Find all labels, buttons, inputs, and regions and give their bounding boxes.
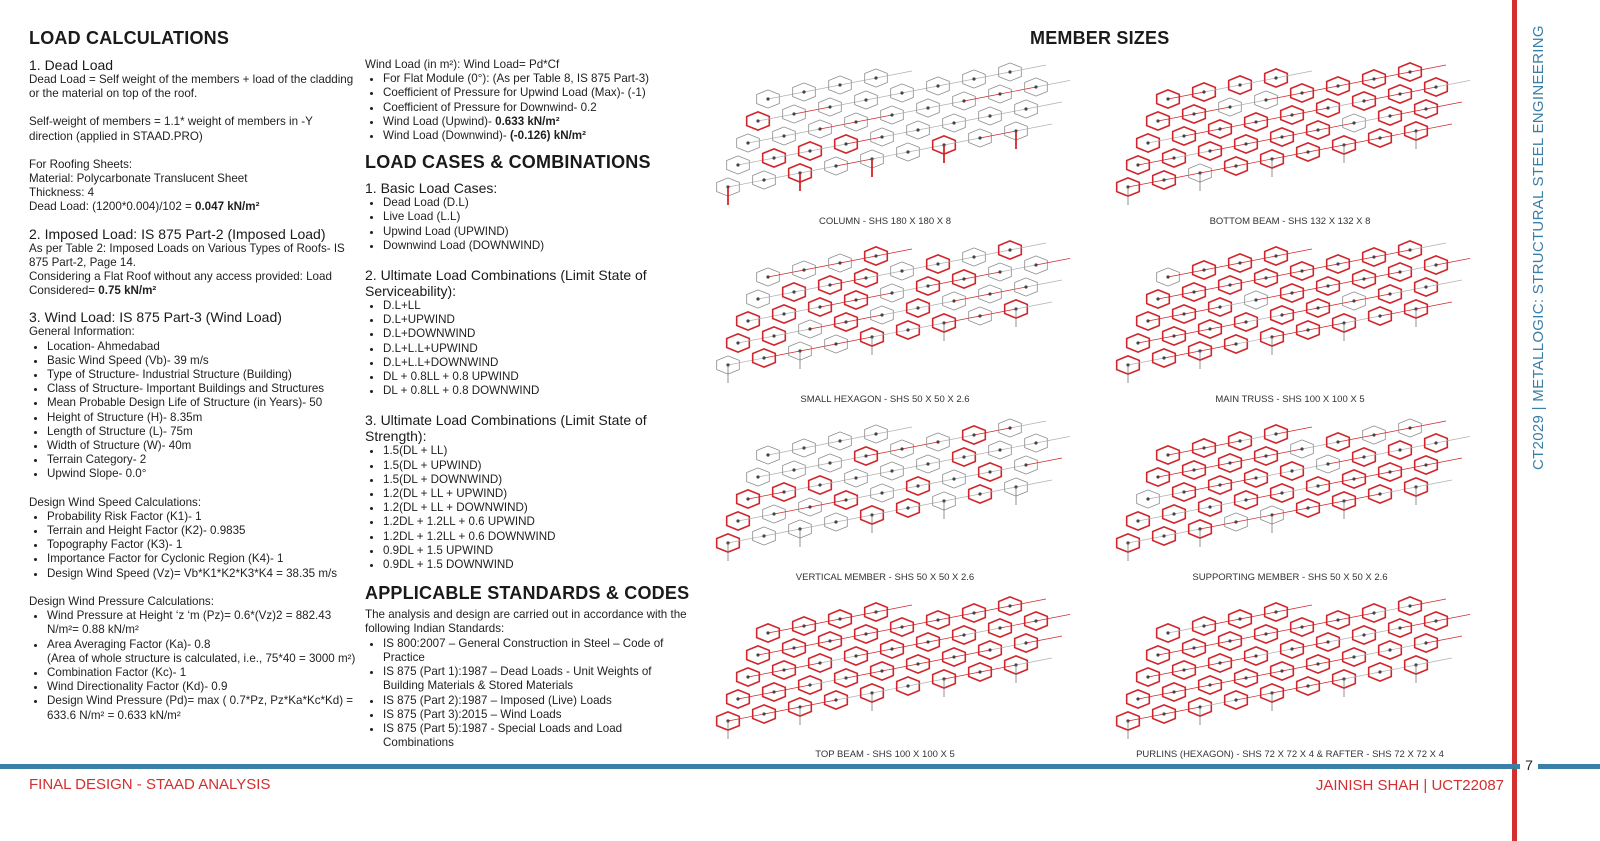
area-averaging-text: Area Averaging Factor (Ka)- 0.8	[47, 637, 211, 651]
list-item: • Terrain and Height Factor (K2)- 0.9835	[47, 524, 359, 538]
list-item: • Length of Structure (L)- 75m	[47, 425, 359, 439]
footer-blue-line	[0, 764, 1600, 769]
member-caption: COLUMN - SHS 180 X 180 X 8	[819, 216, 951, 227]
dead-load-calc	[29, 200, 359, 214]
member-caption: TOP BEAM - SHS 100 X 100 X 5	[815, 749, 955, 760]
dead-load-desc: Dead Load = Self weight of the members + load of the cladding or the material on top of the roof.	[29, 73, 354, 101]
member-diagram	[700, 596, 1070, 746]
strength-list	[365, 444, 695, 572]
list-item: • IS 875 (Part 2):1987 – Imposed (Live) Loads	[383, 694, 695, 708]
member-caption: SUPPORTING MEMBER - SHS 50 X 50 X 2.6	[1192, 572, 1388, 583]
list-item: • Basic Wind Speed (Vb)- 39 m/s	[47, 354, 359, 368]
wind-item-text: Wind Load (Downwind)-	[383, 129, 510, 143]
member-caption: MAIN TRUSS - SHS 100 X 100 X 5	[1215, 394, 1365, 405]
footer-left: FINAL DESIGN - STAAD ANALYSIS	[29, 776, 271, 793]
roofing-thickness: Thickness: 4	[29, 186, 95, 200]
member-diagram	[700, 62, 1070, 212]
member-diagram	[1100, 62, 1470, 212]
list-item: • D.L+L.L+UPWIND	[383, 342, 695, 356]
wind-item-text: For Flat Module (0°): (As per Table 8, IS 875 Part-3)	[383, 72, 650, 86]
dead-load-calc-text: Dead Load: (1200*0.004)/102 =	[29, 200, 195, 214]
list-item: • D.L+LL	[383, 299, 695, 313]
imposed-load-desc2-text: Considering a Flat Roof without any access provided: Load Considered=	[29, 270, 332, 298]
list-item	[383, 86, 695, 100]
list-item: • Design Wind Pressure (Pd)= max ( 0.7*Pz, Pz*Ka*Kc*Kd) = 633.6 N/m² = 0.633 kN/m²	[47, 694, 359, 722]
wind-item-text: Coefficient of Pressure for Upwind Load (Max)- (-1)	[383, 86, 646, 100]
list-item: • Location- Ahmedabad	[47, 340, 359, 354]
general-info-list	[29, 340, 359, 482]
list-item: • Terrain Category- 2	[47, 453, 359, 467]
list-item: • Upwind Slope- 0.0°	[47, 467, 359, 481]
serviceability-list	[365, 299, 695, 398]
list-item: • Live Load (L.L)	[383, 210, 695, 224]
list-item: • Combination Factor (Kc)- 1	[47, 666, 359, 680]
standards-intro: The analysis and design are carried out in accordance with the following Indian Standards:	[365, 608, 687, 636]
member-diagram	[1100, 418, 1470, 568]
list-item	[383, 101, 695, 115]
list-item: • Class of Structure- Important Buildings and Structures	[47, 382, 359, 396]
dead-load-heading: 1. Dead Load	[29, 57, 114, 73]
serviceability-heading: 2. Ultimate Load Combinations (Limit State of Serviceability):	[365, 267, 647, 300]
side-title: CT2029 | METALLOGIC: STRUCTURAL STEEL ENGINEERING	[1530, 25, 1547, 470]
dead-load-value: 0.047 kN/m²	[195, 200, 260, 214]
footer-right: JAINISH SHAH | UCT22087	[1315, 777, 1504, 794]
member-diagram	[700, 418, 1070, 568]
list-item: • IS 875 (Part 5):1987 - Special Loads and Load Combinations	[383, 722, 695, 750]
design-speed-list	[29, 510, 359, 581]
side-red-bar	[1512, 0, 1517, 841]
list-item	[47, 638, 359, 652]
list-item: • Mean Probable Design Life of Structure (in Years)- 50	[47, 396, 359, 410]
area-note: (Area of whole structure is calculated, i.e., 75*40 = 3000 m²)	[47, 651, 356, 665]
member-caption: BOTTOM BEAM - SHS 132 X 132 X 8	[1209, 216, 1371, 227]
imposed-load-value: 0.75 kN/m²	[98, 284, 157, 298]
wind-load-formula-heading: Wind Load (in m²): Wind Load= Pd*Cf	[365, 58, 560, 71]
list-item: • Topography Factor (K3)- 1	[47, 538, 359, 552]
load-cases-column	[365, 58, 695, 750]
list-item	[383, 115, 695, 129]
list-item: • D.L+DOWNWIND	[383, 327, 695, 341]
self-weight-rest: = 1.1* weight of members in -Y direction (applied in STAAD.PRO)	[29, 115, 313, 143]
list-item: • 0.9DL + 1.5 UPWIND	[383, 544, 695, 558]
list-item: • Probability Risk Factor (K1)- 1	[47, 510, 359, 524]
list-item: • Wind Directionality Factor (Kd)- 0.9	[47, 680, 359, 694]
member-diagram	[1100, 240, 1470, 390]
wind-item-text: Coefficient of Pressure for Downwind- 0.2	[383, 100, 597, 114]
list-item: • DL + 0.8LL + 0.8 DOWNWIND	[383, 384, 695, 398]
basic-load-cases-heading: 1. Basic Load Cases:	[365, 180, 498, 197]
list-item: • Downwind Load (DOWNWIND)	[383, 239, 695, 253]
list-item: • 0.9DL + 1.5 DOWNWIND	[383, 558, 695, 572]
standards-list	[365, 637, 695, 751]
member-sizes-title: MEMBER SIZES	[1030, 28, 1170, 48]
imposed-load-heading: 2. Imposed Load: IS 875 Part-2 (Imposed Load)	[29, 225, 326, 242]
list-item: • D.L+UPWIND	[383, 313, 695, 327]
list-item: • 1.2DL + 1.2LL + 0.6 UPWIND	[383, 515, 695, 529]
wind-item-value: 0.633 kN/m²	[495, 114, 560, 128]
member-diagram	[700, 240, 1070, 390]
imposed-load-desc1: As per Table 2: Imposed Loads on Various Types of Roofs- IS 875 Part-2, Page 14.	[29, 241, 345, 269]
list-item: • Type of Structure- Industrial Structure (Building)	[47, 368, 359, 382]
list-item: • D.L+L.L+DOWNWIND	[383, 356, 695, 370]
basic-load-cases-list	[365, 196, 695, 253]
roofing-heading: For Roofing Sheets:	[29, 157, 133, 171]
page-number: 7	[1520, 757, 1538, 773]
list-item: • DL + 0.8LL + 0.8 UPWIND	[383, 370, 695, 384]
self-weight-label: Self-weight of members	[29, 115, 151, 129]
list-item: • Upwind Load (UPWIND)	[383, 225, 695, 239]
self-weight-text	[29, 115, 359, 143]
list-item: • 1.5(DL + UPWIND)	[383, 459, 695, 473]
member-caption: SMALL HEXAGON - SHS 50 X 50 X 2.6	[800, 394, 970, 405]
list-item: • Design Wind Speed (Vz)= Vb*K1*K2*K3*K4 = 38.35 m/s	[47, 567, 359, 581]
imposed-load-desc2	[29, 270, 359, 298]
list-item: • 1.5(DL + LL)	[383, 444, 695, 458]
list-item: • IS 800:2007 – General Construction in Steel – Code of Practice	[383, 637, 695, 665]
member-caption: PURLINS (HEXAGON) - SHS 72 X 72 X 4 & RAFTER - SHS 72 X 72 X 4	[1136, 749, 1444, 760]
list-item: • Wind Pressure at Height ‘z ‘m (Pz)= 0.6*(Vz)2 = 882.43 N/m²= 0.88 kN/m²	[47, 609, 359, 637]
standards-title: APPLICABLE STANDARDS & CODES	[365, 583, 690, 604]
wind-items-list	[365, 72, 695, 143]
design-speed-heading: Design Wind Speed Calculations:	[29, 495, 202, 509]
load-cases-title: LOAD CASES & COMBINATIONS	[365, 152, 651, 173]
general-info-heading: General Information:	[29, 325, 135, 339]
load-calculations-column	[29, 28, 359, 723]
design-pressure-list	[29, 609, 359, 652]
design-pressure-list-rest	[29, 666, 359, 723]
list-item: • Dead Load (D.L)	[383, 196, 695, 210]
member-diagram	[1100, 596, 1470, 746]
list-item: • IS 875 (Part 1):1987 – Dead Loads - Unit Weights of Building Materials & Stored Materials	[383, 665, 695, 693]
list-item	[383, 129, 695, 143]
list-item: • IS 875 (Part 3):2015 – Wind Loads	[383, 708, 695, 722]
list-item: • 1.5(DL + DOWNWIND)	[383, 473, 695, 487]
member-caption: VERTICAL MEMBER - SHS 50 X 50 X 2.6	[795, 572, 975, 583]
list-item: • Importance Factor for Cyclonic Region (K4)- 1	[47, 552, 359, 566]
list-item: • 1.2(DL + LL + DOWNWIND)	[383, 501, 695, 515]
list-item	[383, 72, 695, 86]
list-item: • Width of Structure (W)- 40m	[47, 439, 359, 453]
strength-heading: 3. Ultimate Load Combinations (Limit State of Strength):	[365, 412, 647, 445]
list-item: • Height of Structure (H)- 8.35m	[47, 411, 359, 425]
wind-load-heading: 3. Wind Load: IS 875 Part-3 (Wind Load)	[29, 309, 282, 326]
list-item: • 1.2DL + 1.2LL + 0.6 DOWNWIND	[383, 530, 695, 544]
wind-item-value: (-0.126) kN/m²	[509, 129, 586, 143]
list-item: • 1.2(DL + LL + UPWIND)	[383, 487, 695, 501]
design-pressure-heading: Design Wind Pressure Calculations:	[29, 594, 214, 608]
wind-item-text: Wind Load (Upwind)-	[383, 114, 496, 128]
load-calculations-title: LOAD CALCULATIONS	[29, 28, 230, 48]
roofing-material: Material: Polycarbonate Translucent Sheet	[29, 172, 248, 186]
